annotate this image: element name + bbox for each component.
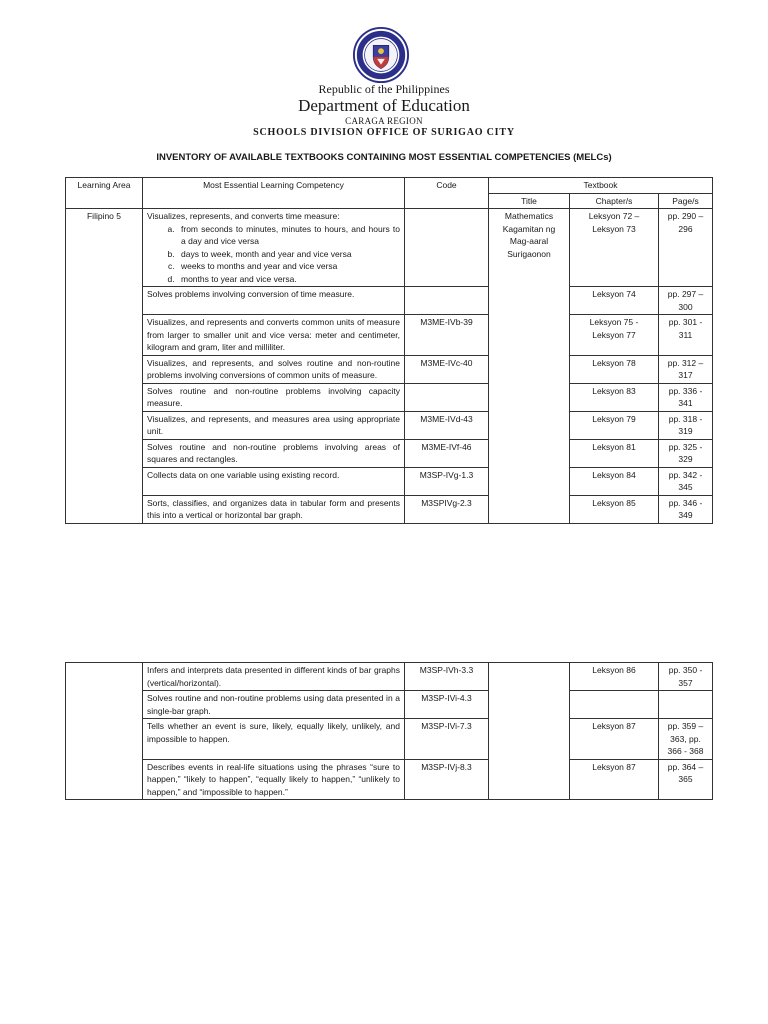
department-label: Department of Education (298, 96, 470, 115)
melc-cell: Tells whether an event is sure, likely, equally likely, unlikely, and impossible to happen. (143, 719, 405, 760)
pages-cell: pp. 346 - 349 (659, 495, 713, 523)
chapter-cell: Leksyon 72 – Leksyon 73 (570, 209, 659, 287)
melc-cell: Visualizes, and represents, and measures area using appropriate unit. (143, 411, 405, 439)
list-item: b. days to week, month and year and vice versa (177, 248, 400, 261)
melc-cell (143, 209, 405, 287)
table-header-row (66, 178, 713, 194)
pages-cell: pp. 318 - 319 (659, 411, 713, 439)
title-cell (489, 663, 570, 800)
melc-subitems (147, 223, 400, 286)
code-cell: M3ME-IVf-46 (405, 439, 489, 467)
melc-cell: Solves routine and non-routine problems using data presented in a single-bar graph. (143, 691, 405, 719)
pages-cell: pp. 325 - 329 (659, 439, 713, 467)
melc-cell: Solves routine and non-routine problems involving capacity measure. (143, 383, 405, 411)
pages-cell: pp. 301 - 311 (659, 315, 713, 356)
list-item: d. months to year and vice versa. (177, 273, 400, 286)
pages-cell: pp. 312 – 317 (659, 355, 713, 383)
pages-cell (659, 691, 713, 719)
chapter-cell: Leksyon 74 (570, 287, 659, 315)
melc-cell: Collects data on one variable using existing record. (143, 467, 405, 495)
header-title: Title (489, 193, 570, 209)
header-code: Code (405, 178, 489, 209)
chapter-cell: Leksyon 79 (570, 411, 659, 439)
code-cell: M3SP-IVh-3.3 (405, 663, 489, 691)
textbook-inventory-table (65, 177, 713, 524)
code-cell: M3ME-IVc-40 (405, 355, 489, 383)
header-chapters: Chapter/s (570, 193, 659, 209)
chapter-cell: Leksyon 85 (570, 495, 659, 523)
pages-cell: pp. 297 – 300 (659, 287, 713, 315)
division-label: SCHOOLS DIVISION OFFICE OF SURIGAO CITY (253, 127, 515, 138)
learning-area-cell (66, 663, 143, 800)
table-row (66, 355, 713, 383)
table-row (66, 315, 713, 356)
code-cell: M3ME-IVb-39 (405, 315, 489, 356)
pages-cell: pp. 336 - 341 (659, 383, 713, 411)
chapter-cell: Leksyon 83 (570, 383, 659, 411)
code-cell (405, 287, 489, 315)
table-row (66, 759, 713, 800)
code-cell: M3ME-IVd-43 (405, 411, 489, 439)
table-row (66, 663, 713, 691)
deped-seal-logo (352, 26, 410, 84)
table-row (66, 383, 713, 411)
pages-cell: pp. 342 - 345 (659, 467, 713, 495)
title-cell: Mathematics Kagamitan ng Mag-aaral Surigaonon (489, 209, 570, 524)
melc-text: Visualizes, represents, and converts time measure: (147, 211, 340, 221)
header-textbook: Textbook (489, 178, 713, 194)
table-row (66, 439, 713, 467)
code-cell (405, 383, 489, 411)
table-row (66, 495, 713, 523)
code-cell: M3SP-IVg-1.3 (405, 467, 489, 495)
table-row (66, 467, 713, 495)
code-cell (405, 209, 489, 287)
pages-cell: pp. 290 – 296 (659, 209, 713, 287)
pages-cell: pp. 364 – 365 (659, 759, 713, 800)
chapter-cell: Leksyon 84 (570, 467, 659, 495)
chapter-cell: Leksyon 87 (570, 759, 659, 800)
melc-cell: Visualizes, and represents and converts common units of measure from larger to smaller unit and vice versa: meter and centimeter, kilogram and gram, liter and milliliter. (143, 315, 405, 356)
republic-label: Republic of the Philippines (318, 82, 450, 96)
table-row (66, 209, 713, 287)
chapter-cell: Leksyon 87 (570, 719, 659, 760)
chapter-cell: Leksyon 78 (570, 355, 659, 383)
header-pages: Page/s (659, 193, 713, 209)
pages-cell: pp. 350 - 357 (659, 663, 713, 691)
chapter-cell (570, 691, 659, 719)
melc-cell: Solves routine and non-routine problems involving areas of squares and rectangles. (143, 439, 405, 467)
header-melc: Most Essential Learning Competency (143, 178, 405, 209)
list-item: c. weeks to months and year and vice versa (177, 260, 400, 273)
code-cell: M3SPIVg-2.3 (405, 495, 489, 523)
pages-cell: pp. 359 – 363, pp. 366 - 368 (659, 719, 713, 760)
learning-area-cell: Filipino 5 (66, 209, 143, 524)
header-learning-area: Learning Area (66, 178, 143, 209)
table-row (66, 287, 713, 315)
list-item: a. from seconds to minutes, minutes to hours, and hours to a day and vice versa (177, 223, 400, 248)
melc-cell: Solves problems involving conversion of time measure. (143, 287, 405, 315)
melc-cell: Sorts, classifies, and organizes data in tabular form and presents this into a vertical or horizontal bar graph. (143, 495, 405, 523)
document-title: INVENTORY OF AVAILABLE TEXTBOOKS CONTAINING MOST ESSENTIAL COMPETENCIES (MELCs) (156, 152, 612, 163)
code-cell: M3SP-IVi-4.3 (405, 691, 489, 719)
melc-cell: Infers and interprets data presented in different kinds of bar graphs (vertical/horizontal). (143, 663, 405, 691)
melc-cell: Describes events in real-life situations using the phrases “sure to happen,” “likely to happen”, “equally likely to happen,” “unlikely to happen,” and “impossible to happen.” (143, 759, 405, 800)
chapter-cell: Leksyon 86 (570, 663, 659, 691)
code-cell: M3SP-IVi-7.3 (405, 719, 489, 760)
code-cell: M3SP-IVj-8.3 (405, 759, 489, 800)
chapter-cell: Leksyon 81 (570, 439, 659, 467)
table-row (66, 719, 713, 760)
melc-cell: Visualizes, and represents, and solves routine and non-routine problems involving conversions of common units of measure. (143, 355, 405, 383)
table-row (66, 691, 713, 719)
chapter-cell: Leksyon 75 -Leksyon 77 (570, 315, 659, 356)
region-label: CARAGA REGION (345, 116, 423, 126)
table-row (66, 411, 713, 439)
textbook-inventory-table-continued (65, 662, 713, 800)
